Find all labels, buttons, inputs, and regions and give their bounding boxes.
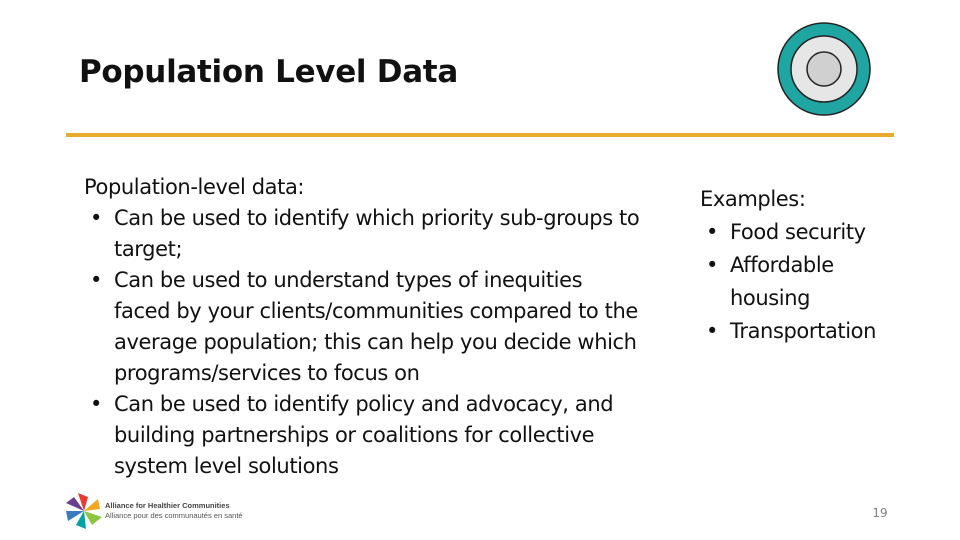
list-item: • Can be used to identify policy and advocacy, and building partnerships or coalitions for collective system level solutions — [84, 389, 644, 482]
logo-text — [105, 501, 243, 521]
alliance-leaf-logo — [64, 491, 104, 531]
logo-line-en: Alliance for Healthier Communities — [105, 501, 230, 510]
page-number: 19 — [872, 506, 888, 520]
left-content — [84, 172, 644, 482]
right-content — [700, 183, 940, 348]
list-item: • Transportation — [700, 315, 940, 348]
left-bullet-list — [84, 203, 644, 482]
concentric-circles-icon — [776, 21, 872, 117]
logo-line-fr: Alliance pour des communautés en santé — [105, 511, 243, 520]
alliance-logo — [64, 491, 274, 531]
list-item: • Food security — [700, 216, 940, 249]
slide-title: Population Level Data — [79, 54, 458, 90]
right-heading: Examples: — [700, 187, 806, 211]
list-item: • Affordable housing — [700, 249, 850, 315]
title-divider — [66, 133, 894, 137]
left-heading: Population-level data: — [84, 175, 305, 199]
right-bullet-list — [700, 216, 940, 348]
list-item: • Can be used to understand types of inequities faced by your clients/communities compared to the average population; this can help you decide which programs/services to focus on — [84, 265, 644, 389]
list-item: • Can be used to identify which priority sub-groups to target; — [84, 203, 644, 265]
